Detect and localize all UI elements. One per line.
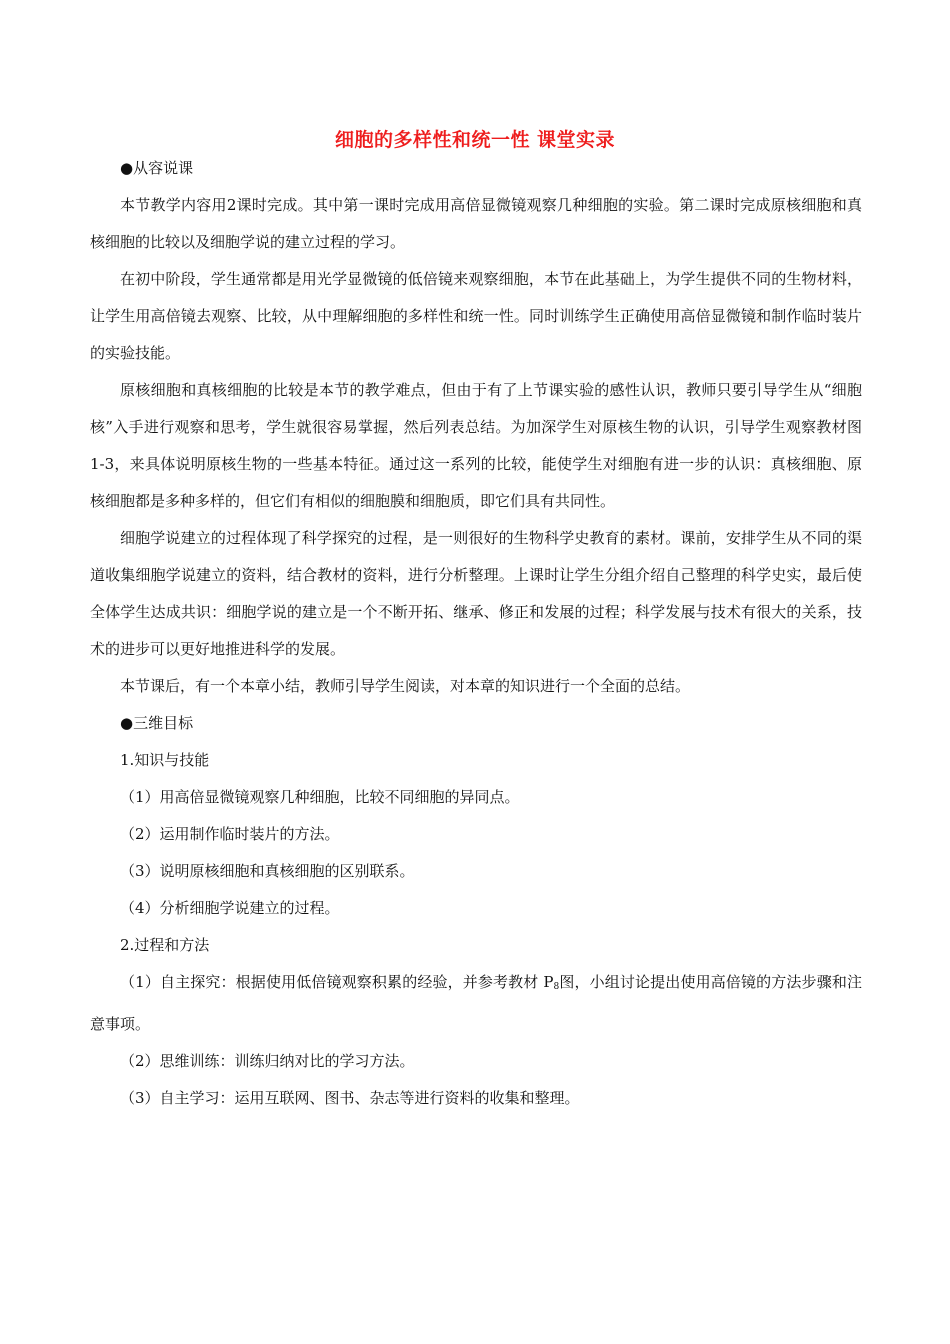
section-heading-course-talk: ●从容说课 xyxy=(120,159,194,177)
subheading-process-method: 2.过程和方法 xyxy=(120,936,210,954)
subheading-knowledge-skills: 1.知识与技能 xyxy=(120,751,210,769)
method-item-3: （3）自主学习：运用互联网、图书、杂志等进行资料的收集和整理。 xyxy=(120,1089,580,1107)
objective-item-2: （2）运用制作临时装片的方法。 xyxy=(120,825,340,843)
paragraph-1: 本节教学内容用2课时完成。其中第一课时完成用高倍显微镜观察几种细胞的实验。第二课时完成原核细胞和真核细胞的比较以及细胞学说的建立过程的学习。 xyxy=(90,196,862,251)
paragraph-2: 在初中阶段，学生通常都是用光学显微镜的低倍镜来观察细胞，本节在此基础上，为学生提供不同的生物材料，让学生用高倍镜去观察、比较，从中理解细胞的多样性和统一性。同时训练学生正确使用高倍显微镜和制作临时装片的实验技能。 xyxy=(90,270,862,362)
method-item-2: （2）思维训练：训练归纳对比的学习方法。 xyxy=(120,1052,415,1070)
paragraph-5: 本节课后，有一个本章小结，教师引导学生阅读，对本章的知识进行一个全面的总结。 xyxy=(120,677,691,695)
page-subscript: 8 xyxy=(553,982,560,992)
objective-item-1: （1）用高倍显微镜观察几种细胞，比较不同细胞的异同点。 xyxy=(120,788,520,806)
paragraph-4: 细胞学说建立的过程体现了科学探究的过程，是一则很好的生物科学史教育的素材。课前，安排学生从不同的渠道收集细胞学说建立的资料，结合教材的资料，进行分析整理。上课时让学生分组介绍自己整理的科学史实，最后使全体学生达成共识：细胞学说的建立是一个不断开拓、继承、修正和发展的过程；科学发展与技术有很大的关系，技术的进步可以更好地推进科学的发展。 xyxy=(90,529,862,658)
document-title: 细胞的多样性和统一性 课堂实录 xyxy=(334,129,616,151)
method-item-1 xyxy=(90,964,862,1043)
objective-item-3: （3）说明原核细胞和真核细胞的区别联系。 xyxy=(120,862,415,880)
method-item-1-text-a: （1）自主探究：根据使用低倍镜观察积累的经验，并参考教材 P xyxy=(120,973,554,991)
objective-item-4: （4）分析细胞学说建立的过程。 xyxy=(120,899,340,917)
section-heading-objectives: ●三维目标 xyxy=(120,714,194,732)
paragraph-3: 原核细胞和真核细胞的比较是本节的教学难点，但由于有了上节课实验的感性认识，教师只要引导学生从“细胞核”入手进行观察和思考，学生就很容易掌握，然后列表总结。为加深学生对原核生物的认识，引导学生观察教材图1-3，来具体说明原核生物的一些基本特征。通过这一系列的比较，能使学生对细胞有进一步的认识：真核细胞、原核细胞都是多种多样的，但它们有相似的细胞膜和细胞质，即它们具有共同性。 xyxy=(90,381,862,510)
method-item-1-text-b: 图，小组讨论提出使用高倍镜的方法步骤和注意事项。 xyxy=(90,973,862,1033)
document-body xyxy=(90,150,862,1117)
